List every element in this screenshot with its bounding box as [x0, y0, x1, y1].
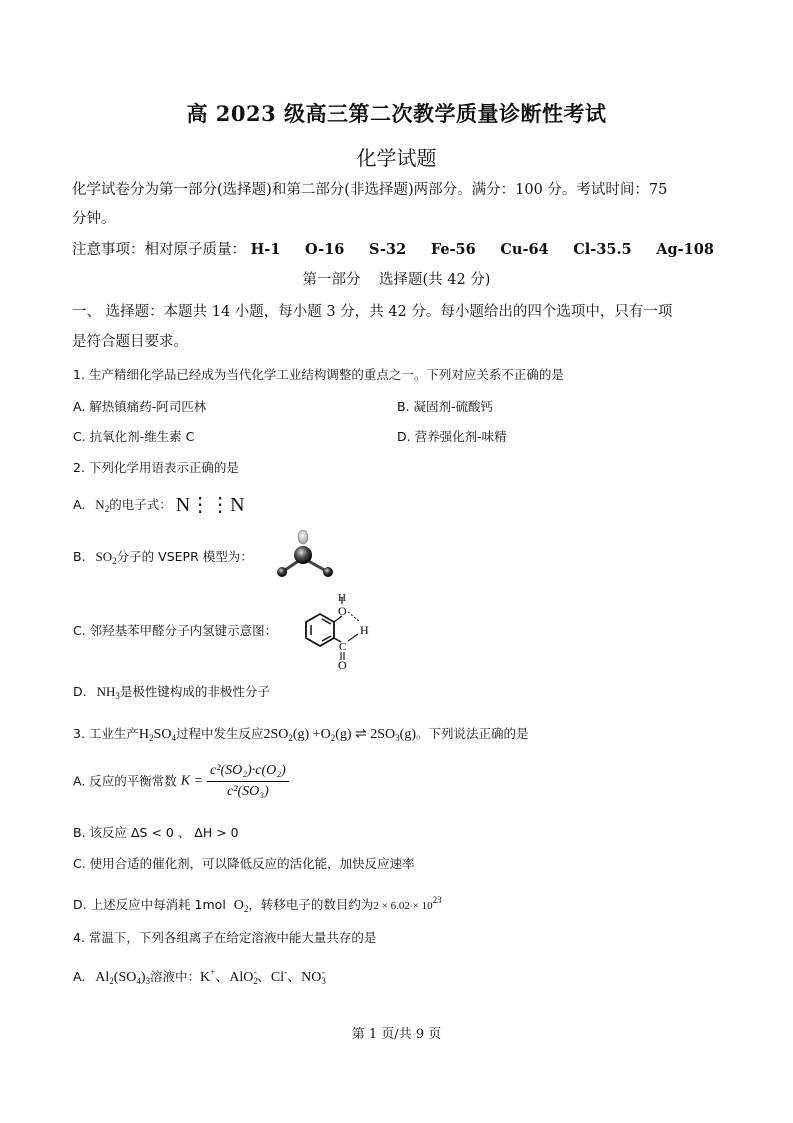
formula-n2 [95, 497, 109, 512]
part1-instruction-1: 一、 选择题：本题共 14 小题，每小题 3 分，共 42 分。每小题给出的四个选项中，只有一项 [72, 304, 673, 320]
q1-stem: 1. 生产精细化学品已经成为当代化学工业结构调整的重点之一。下列对应关系不正确的是 [73, 367, 564, 382]
f: 3 [321, 976, 326, 986]
option-label: B. [73, 549, 86, 564]
stem-text: 过程中发生反应 [175, 726, 264, 741]
q3-option-d [73, 891, 442, 918]
ion-cl: Cl [270, 970, 285, 985]
separator: 、 [256, 970, 271, 985]
part1-instruction-2: 是符合题目要求。 [72, 334, 188, 350]
q3-stem [73, 725, 529, 747]
atomic-mass-h: H-1 [250, 241, 281, 258]
stem-text: 3. 工业生产 [73, 726, 139, 741]
so2-vsepr-model-image [272, 528, 342, 580]
atom-o-aldehyde: O [338, 658, 347, 670]
f: - [253, 967, 257, 977]
f: 2 [288, 733, 293, 743]
formula-subscript: 2 [104, 504, 110, 514]
option-text: 溶液中： [150, 969, 201, 984]
f: + [210, 967, 216, 977]
atom-h-hydroxyl: H [338, 592, 346, 604]
formula-symbol: NH [96, 684, 116, 699]
formula-subscript: 3 [115, 691, 120, 701]
atomic-mass-ag: Ag-108 [656, 241, 714, 258]
atom-o-hydroxyl: O [338, 604, 347, 618]
formula-symbol: SO [95, 549, 113, 564]
constant-k: K = [180, 773, 204, 789]
atomic-mass-fe: Fe-56 [430, 241, 476, 258]
f: (g) ⇌ 2SO [335, 727, 396, 742]
electron-count [373, 895, 442, 912]
f: O [233, 898, 244, 913]
q2-option-a [73, 496, 245, 518]
ion-k: K [200, 970, 211, 985]
f: H [138, 727, 150, 742]
atom-c-aldehyde: C [339, 641, 347, 653]
separator: 、 [215, 970, 230, 985]
option-label: A. [73, 497, 86, 512]
ion-list [200, 967, 326, 986]
f: 4 [136, 976, 141, 986]
intro-line-1: 化学试卷分为第一部分(选择题)和第二部分(非选择题)两部分。满分：100 分。考试时间：75 [72, 182, 668, 198]
atomic-mass-o: O-16 [305, 241, 345, 258]
formula-o2 [234, 898, 249, 913]
q1-option-a: A. 解热镇痛药-阿司匹林 [73, 399, 207, 414]
q1-option-b: B. 凝固剂-硫酸钙 [397, 399, 494, 414]
q2-option-d [73, 683, 270, 705]
option-text: 是极性键构成的非极性分子 [119, 684, 270, 699]
ion-alo2: AlO [229, 970, 254, 985]
f: (g) +O [292, 727, 331, 742]
q1-option-d: D. 营养强化剂-味精 [397, 429, 507, 444]
intro-line-2: 分钟。 [72, 211, 116, 227]
f: 23 [432, 895, 442, 905]
formula-nh3 [97, 684, 120, 699]
f: 2 [109, 976, 114, 986]
option-text: 分子的 VSEPR 模型为： [116, 549, 253, 564]
subject-title: 化学试题 [356, 146, 437, 170]
option-text: A. 反应的平衡常数 [73, 773, 177, 789]
separator: 、 [287, 970, 302, 985]
atomic-mass-cl: Cl-35.5 [573, 241, 632, 258]
f: 2 [149, 733, 154, 743]
f: 2 [243, 904, 249, 914]
option-label: D. [73, 684, 87, 699]
f: 3 [395, 733, 400, 743]
stem-text: 。下列说法正确的是 [415, 726, 529, 741]
q2-option-b [73, 548, 253, 570]
f: SO [153, 727, 172, 742]
atomic-mass-notes [72, 240, 714, 260]
atomic-mass-s: S-32 [369, 241, 407, 258]
f: 3 [145, 976, 151, 986]
option-label: A. [73, 969, 86, 984]
part1-title: 第一部分 选择题(共 42 分) [302, 272, 491, 288]
f: ) [140, 970, 146, 985]
q3-option-b: B. 该反应 ΔS < 0 、 ΔH > 0 [73, 825, 239, 840]
fraction-denominator: c²(SO₃) [227, 784, 269, 799]
f: 2 [330, 733, 336, 743]
formula-so2 [96, 549, 117, 564]
q2-option-c: C. 邻羟基苯甲醛分子内氢键示意图： [73, 623, 278, 638]
ion-no3: NO [301, 970, 322, 985]
f: 4 [171, 733, 176, 743]
notes-label: 注意事项：相对原子质量： [72, 242, 246, 258]
exam-title: 高 2023 级高三第二次教学质量诊断性考试 [186, 101, 607, 126]
atom-h-aldehyde: H [360, 623, 369, 637]
salicylaldehyde-hydrogen-bond-image [300, 592, 378, 670]
f: 2SO [263, 727, 289, 742]
f: 2 × 6.02 × 10 [373, 900, 433, 912]
atomic-mass-cu: Cu-64 [500, 241, 549, 258]
formula-h2so4 [139, 727, 176, 742]
q4-option-a [73, 963, 325, 990]
reaction-equation [263, 727, 416, 742]
f: (g) [399, 727, 416, 742]
equilibrium-constant-fraction [207, 762, 289, 801]
q2-stem: 2. 下列化学用语表示正确的是 [73, 460, 239, 475]
f: - [284, 967, 288, 977]
option-text: ，转移电子的数目约为 [248, 897, 374, 912]
q1-option-c: C. 抗氧化剂-维生素 C [73, 429, 195, 444]
formula-symbol: N [95, 497, 105, 512]
f: - [321, 967, 325, 977]
option-text: D. 上述反应中每消耗 1mol [73, 897, 226, 912]
f: Al [95, 970, 110, 985]
fraction-numerator: c²(SO₂)·c(O₂) [207, 762, 289, 782]
option-text: 的电子式： [109, 497, 172, 512]
n2-electron-formula: N⋮⋮N [175, 494, 245, 516]
q3-option-c: C. 使用合适的催化剂，可以降低反应的活化能，加快反应速率 [73, 856, 415, 871]
f: (SO [113, 970, 137, 985]
q4-stem: 4. 常温下，下列各组离子在给定溶液中能大量共存的是 [73, 930, 377, 945]
f: 2 [253, 976, 258, 986]
formula-subscript: 2 [112, 556, 117, 566]
page-footer: 第 1 页/共 9 页 [351, 1027, 442, 1042]
q3-option-a [73, 762, 289, 801]
formula-al2so43 [95, 970, 150, 985]
